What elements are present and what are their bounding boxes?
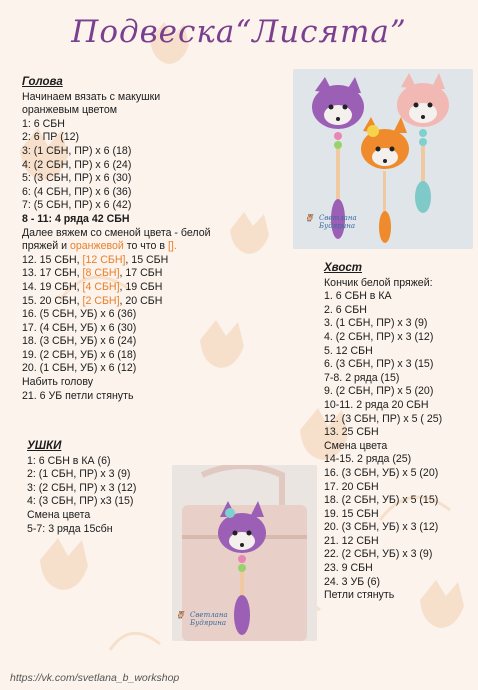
row-line: 18. (3 СБН, УБ) х 6 (24) [22,335,137,348]
instruction-line [22,240,292,254]
row-line: 17. 20 СБН [324,480,379,493]
logo-line: Светлана [319,214,357,222]
logo-line: Светлана [190,611,228,619]
tail-section [324,262,474,603]
row-line: 12. (3 СБН, ПР) х 5 ( 25) [324,412,443,425]
row-line: 22. (2 СБН, УБ) х 3 (9) [324,548,433,561]
instruction-line: Далее вяжем со сменой цвета - белой [22,226,211,239]
row-line: 16. (3 СБН, УБ) х 5 (20) [324,466,439,479]
owl-icon: 🦉 [305,214,314,222]
ears-heading: УШКИ [27,440,62,452]
row-line: 16. (5 СБН, УБ) х 6 (36) [22,308,137,321]
instruction-line: Начинаем вязать с макушки [22,90,161,103]
orange-text: [12 СБН] [82,253,126,266]
bag-photo [172,465,317,641]
text-span: 13. 17 СБН, [22,267,83,280]
text-span: , 20 СБН [119,294,163,307]
row-line: 5-7: 3 ряда 15сбн [27,522,113,535]
instruction-line: оранжевым цветом [22,104,117,117]
row-line [22,295,292,309]
row-line: 20. (1 СБН, УБ) х 6 (12) [22,362,137,375]
text-span: 12. 15 СБН, [22,253,83,266]
row-line: 2. 6 СБН [324,303,367,316]
row-line: 13. 25 СБН [324,426,379,439]
head-section [22,76,292,403]
row-line: 17. (4 СБН, УБ) х 6 (30) [22,321,137,334]
row-line: 1: 6 СБН в КА (6) [27,454,111,467]
orange-text: [8 СБН] [82,267,120,280]
instruction-line: Кончик белой пряжей: [324,276,433,289]
row-line: 2: (1 СБН, ПР) х 3 (9) [27,468,131,481]
row-line: 5. 12 СБН [324,344,373,357]
row-line: 4: (3 СБН, ПР) х3 (15) [27,495,134,508]
text-span: 15. 20 СБН, [22,294,83,307]
row-line: 20. (3 СБН, УБ) х 3 (12) [324,521,439,534]
row-line: 6. (3 СБН, ПР) х 3 (15) [324,358,434,371]
row-line: 6: (4 СБН, ПР) х 6 (36) [22,185,132,198]
row-line: 8 - 11: 4 ряда 42 СБН [22,212,130,225]
author-logo [305,214,357,230]
foxes-photo [293,69,473,249]
row-line: 10-11. 2 ряда 20 СБН [324,398,429,411]
row-line: 4: (2 СБН, ПР) х 6 (24) [22,158,132,171]
row-line: 24. 3 УБ (6) [324,575,381,588]
footer-link[interactable]: https://vk.com/svetlana_b_workshop [10,672,180,684]
author-logo [176,611,228,627]
row-line: 5: (3 СБН, ПР) х 6 (30) [22,172,132,185]
row-line: 3: (2 СБН, ПР) х 3 (12) [27,481,137,494]
text-span: пряжей и [22,240,70,253]
text-span: 14. 19 СБН, [22,280,83,293]
row-line: 21. 12 СБН [324,534,379,547]
text-span: , 15 СБН [125,253,169,266]
orange-text: []. [167,240,177,253]
row-line: 1: 6 СБН [22,117,65,130]
row-line: 7: (5 СБН, ПР) х 6 (42) [22,199,132,212]
text-span: , 17 СБН [119,267,163,280]
instruction-line: Смена цвета [27,508,91,521]
ears-section [27,440,177,536]
owl-icon: 🦉 [176,611,185,619]
row-line: 19. 15 СБН [324,507,379,520]
row-line: 4. (2 СБН, ПР) х 3 (12) [324,330,434,343]
logo-line: Будярина [190,619,227,627]
tail-heading: Хвост [324,262,362,274]
page-title: Подвеска“Лисята” [71,14,407,50]
row-line: 19. (2 СБН, УБ) х 6 (18) [22,348,137,361]
logo-line: Будярина [319,222,356,230]
text-span: , 19 СБН [119,280,163,293]
row-line: 1. 6 СБН в КА [324,290,392,303]
row-line: 21. 6 УБ петли стянуть [22,389,134,402]
row-line [22,254,292,268]
row-line: 3: (1 СБН, ПР) х 6 (18) [22,144,132,157]
text-span: то что в [123,240,168,253]
row-line: 2: 6 ПР (12) [22,131,80,144]
row-line: 23. 9 СБН [324,562,373,575]
row-line [22,281,292,295]
instruction-line: Петли стянуть [324,589,395,602]
row-line: 3. (1 СБН, ПР) х 3 (9) [324,317,428,330]
row-line: 7-8. 2 ряда (15) [324,371,400,384]
row-line [22,267,292,281]
orange-text: оранжевой [69,240,124,253]
orange-text: [4 СБН] [82,280,120,293]
instruction-line: Набить голову [22,376,94,389]
row-line: 14-15. 2 ряда (25) [324,453,412,466]
row-line: 9. (2 СБН, ПР) х 5 (20) [324,385,434,398]
orange-text: [2 СБН] [82,294,120,307]
instruction-line: Смена цвета [324,439,388,452]
row-line: 18. (2 СБН, УБ) х 5 (15) [324,494,439,507]
head-heading: Голова [22,76,63,88]
